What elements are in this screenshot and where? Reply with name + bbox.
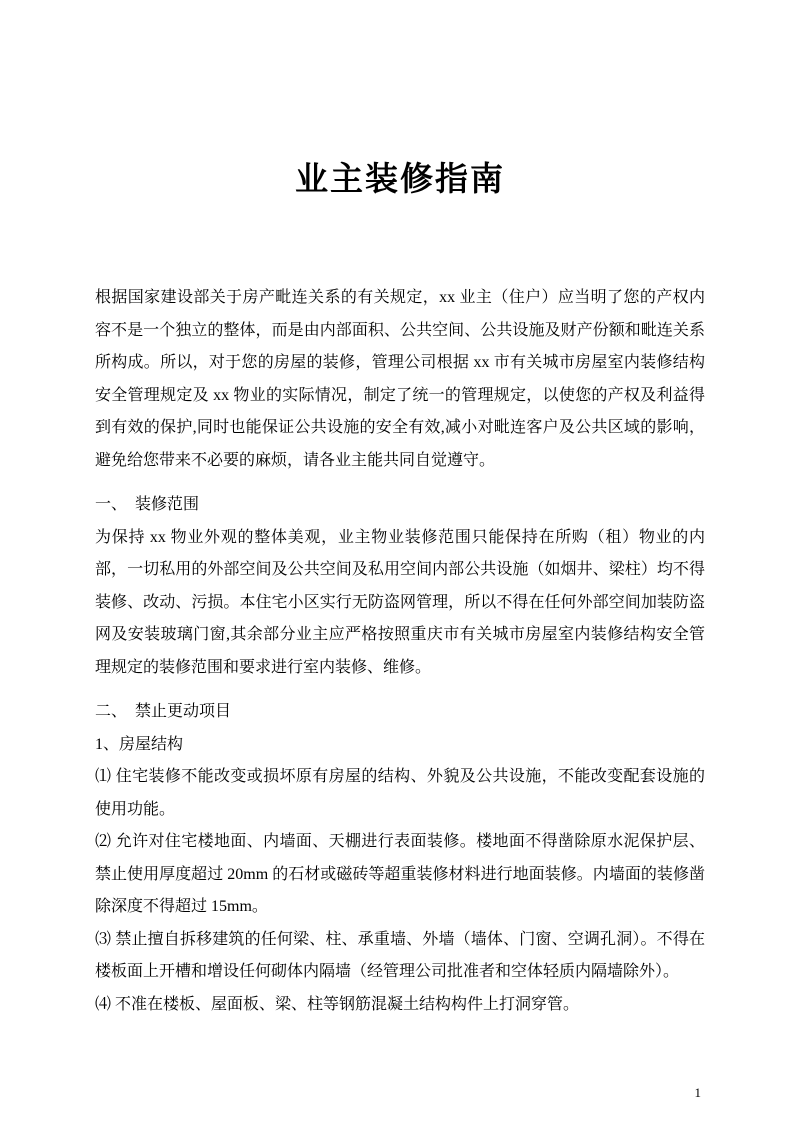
page-title: 业主装修指南 [295,162,505,198]
section-2-item-3: ⑶ 禁止擅自拆移建筑的任何梁、柱、承重墙、外墙（墙体、门窗、空调孔洞）。不得在楼板面上开槽和增设任何砌体内隔墙（经管理公司批准者和空体轻质内隔墙除外）。 [95,930,705,980]
section-2-item-2: ⑵ 允许对住宅楼地面、内墙面、天棚进行表面装修。楼地面不得凿除原水泥保护层、禁止使用厚度超过 20mm 的石材或磁砖等超重装修材料进行地面装修。内墙面的装修凿除深度不得超过 15mm。 [95,833,705,915]
section-2-subheading: 1、房屋结构 [95,735,184,753]
section-2-heading: 二、 禁止更动项目 [95,703,232,720]
section-2-item-4: ⑷ 不准在楼板、屋面板、梁、柱等钢筋混凝土结构构件上打洞穿管。 [95,995,580,1013]
page-number: 1 [694,1085,701,1100]
section-1-heading: 一、 装修范围 [95,496,200,513]
intro-paragraph: 根据国家建设部关于房产毗连关系的有关规定，xx 业主（住户）应当明了您的产权内容不是一个独立的整体，而是由内部面积、公共空间、公共设施及财产份额和毗连关系所构成。所以，对于您的房屋的装修，管理公司根据 xx 市有关城市房屋室内装修结构安全管理规定及 xx 物业的实际情况，制定了统一的管理规定，以使您的产权及利益得到有效的保护,同时也能保证公共设施的安全有效,减小对毗连客户及公共区域的影响，避免给您带来不必要的麻烦，请各业主能共同自觉遵守。 [95,289,705,469]
section-2-item-1: ⑴ 住宅装修不能改变或损坏原有房屋的结构、外貌及公共设施，不能改变配套设施的使用功能。 [95,768,705,818]
section-1-paragraph: 为保持 xx 物业外观的整体美观，业主物业装修范围只能保持在所购（租）物业的内部，一切私用的外部空间及公共空间及私用空间内部公共设施（如烟井、梁柱）均不得装修、改动、污损。本住宅小区实行无防盗网管理，所以不得在任何外部空间加装防盗网及安装玻璃门窗,其余部分业主应严格按照重庆市有关城市房屋室内装修结构安全管理规定的装修范围和要求进行室内装修、维修。 [95,528,705,676]
